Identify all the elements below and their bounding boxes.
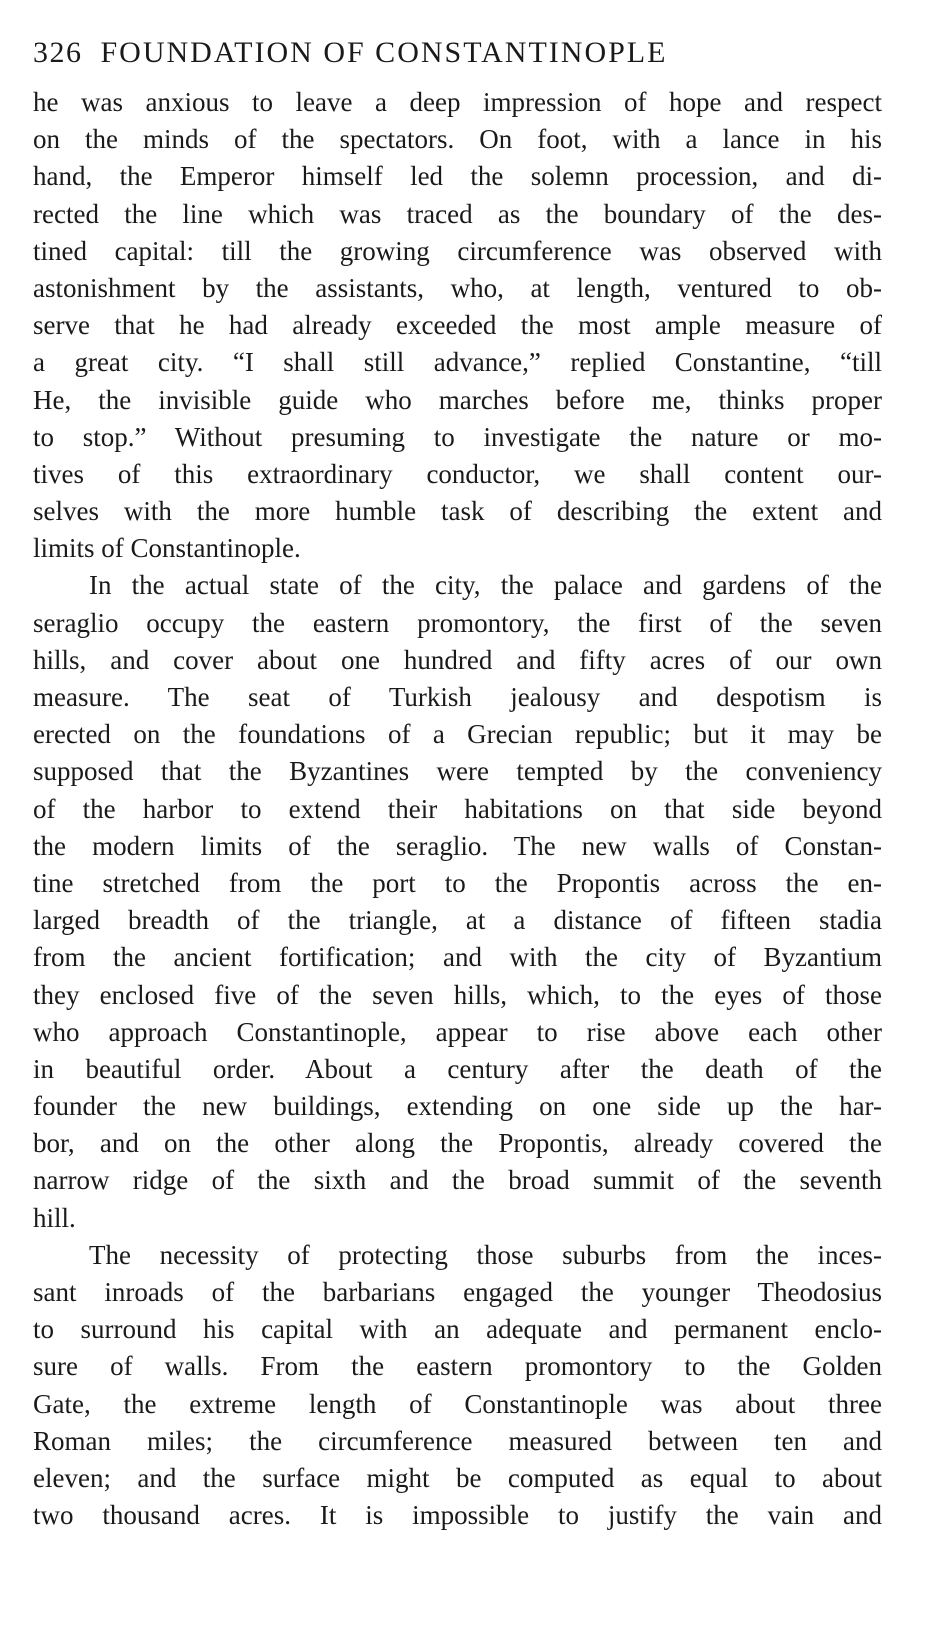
- text-line: erected on the foundations of a Grecian republic; but it may be: [33, 719, 882, 750]
- text-line: on the minds of the spectators. On foot, with a lance in his: [33, 124, 882, 155]
- text-line: larged breadth of the triangle, at a distance of fifteen stadia: [33, 905, 882, 936]
- text-line: hand, the Emperor himself led the solemn procession, and di-: [33, 161, 882, 192]
- text-line: measure. The seat of Turkish jealousy and despotism is: [33, 682, 882, 712]
- text-line: tine stretched from the port to the Propontis across the en-: [33, 867, 882, 898]
- running-title: FOUNDATION OF CONSTANTINOPLE: [100, 36, 668, 69]
- text-line: founder the new buildings, extending on one side up the har-: [33, 1091, 882, 1122]
- text-line: narrow ridge of the sixth and the broad summit of the seventh: [33, 1165, 882, 1196]
- text-line: limits of Constantinople.: [33, 533, 301, 564]
- text-line: in beautiful order. About a century after the death of the: [33, 1053, 882, 1084]
- page-number: 326: [33, 36, 83, 69]
- text-line: serve that he had already exceeded the most ample measure of: [33, 310, 882, 341]
- text-line: tined capital: till the growing circumference was observed with: [33, 235, 882, 266]
- text-line: Gate, the extreme length of Constantinople was about three: [33, 1388, 882, 1419]
- text-line: who approach Constantinople, appear to rise above each other: [33, 1016, 882, 1047]
- text-line: from the ancient fortification; and with the city of Byzantium: [33, 942, 882, 973]
- text-line: rected the line which was traced as the boundary of the des-: [33, 198, 882, 229]
- text-line: tives of this extraordinary conductor, we shall content our-: [33, 458, 882, 489]
- paragraph-2: [33, 567, 882, 1236]
- text-line: a great city. “I shall still advance,” replied Constantine, “till: [33, 347, 882, 378]
- text-line: they enclosed five of the seven hills, which, to the eyes of those: [33, 979, 882, 1010]
- text-line: supposed that the Byzantines were tempted by the conveniency: [33, 756, 882, 787]
- text-line: selves with the more humble task of describing the extent and: [33, 496, 882, 527]
- text-line: sure of walls. From the eastern promontory to the Golden: [33, 1351, 882, 1382]
- text-line: hills, and cover about one hundred and fifty acres of our own: [33, 644, 882, 675]
- text-line: eleven; and the surface might be computed as equal to about: [33, 1462, 882, 1493]
- text-line: In the actual state of the city, the palace and gardens of the: [89, 570, 882, 601]
- running-head: [33, 24, 882, 82]
- text-line: bor, and on the other along the Propontis, already covered the: [33, 1128, 882, 1159]
- text-line: seraglio occupy the eastern promontory, the first of the seven: [33, 607, 882, 638]
- text-line: Roman miles; the circumference measured between ten and: [33, 1425, 882, 1456]
- body-text: [33, 84, 882, 1534]
- paragraph-3: [33, 1237, 882, 1535]
- text-line: the modern limits of the seraglio. The new walls of Constan-: [33, 830, 882, 861]
- text-line: he was anxious to leave a deep impression of hope and respect: [33, 87, 882, 117]
- text-line: two thousand acres. It is impossible to justify the vain and: [33, 1500, 882, 1531]
- text-line: He, the invisible guide who marches before me, thinks proper: [33, 384, 882, 415]
- text-line: to stop.” Without presuming to investigate the nature or mo-: [33, 421, 882, 452]
- text-line: of the harbor to extend their habitations on that side beyond: [33, 793, 882, 824]
- text-line: to surround his capital with an adequate and permanent enclo-: [33, 1314, 882, 1345]
- book-page: [33, 24, 882, 1534]
- text-line: astonishment by the assistants, who, at length, ventured to ob-: [33, 272, 882, 303]
- text-line: sant inroads of the barbarians engaged the younger Theodosius: [33, 1277, 882, 1307]
- text-line: hill.: [33, 1202, 76, 1233]
- text-line: The necessity of protecting those suburbs from the inces-: [89, 1239, 882, 1270]
- paragraph-1: [33, 84, 882, 567]
